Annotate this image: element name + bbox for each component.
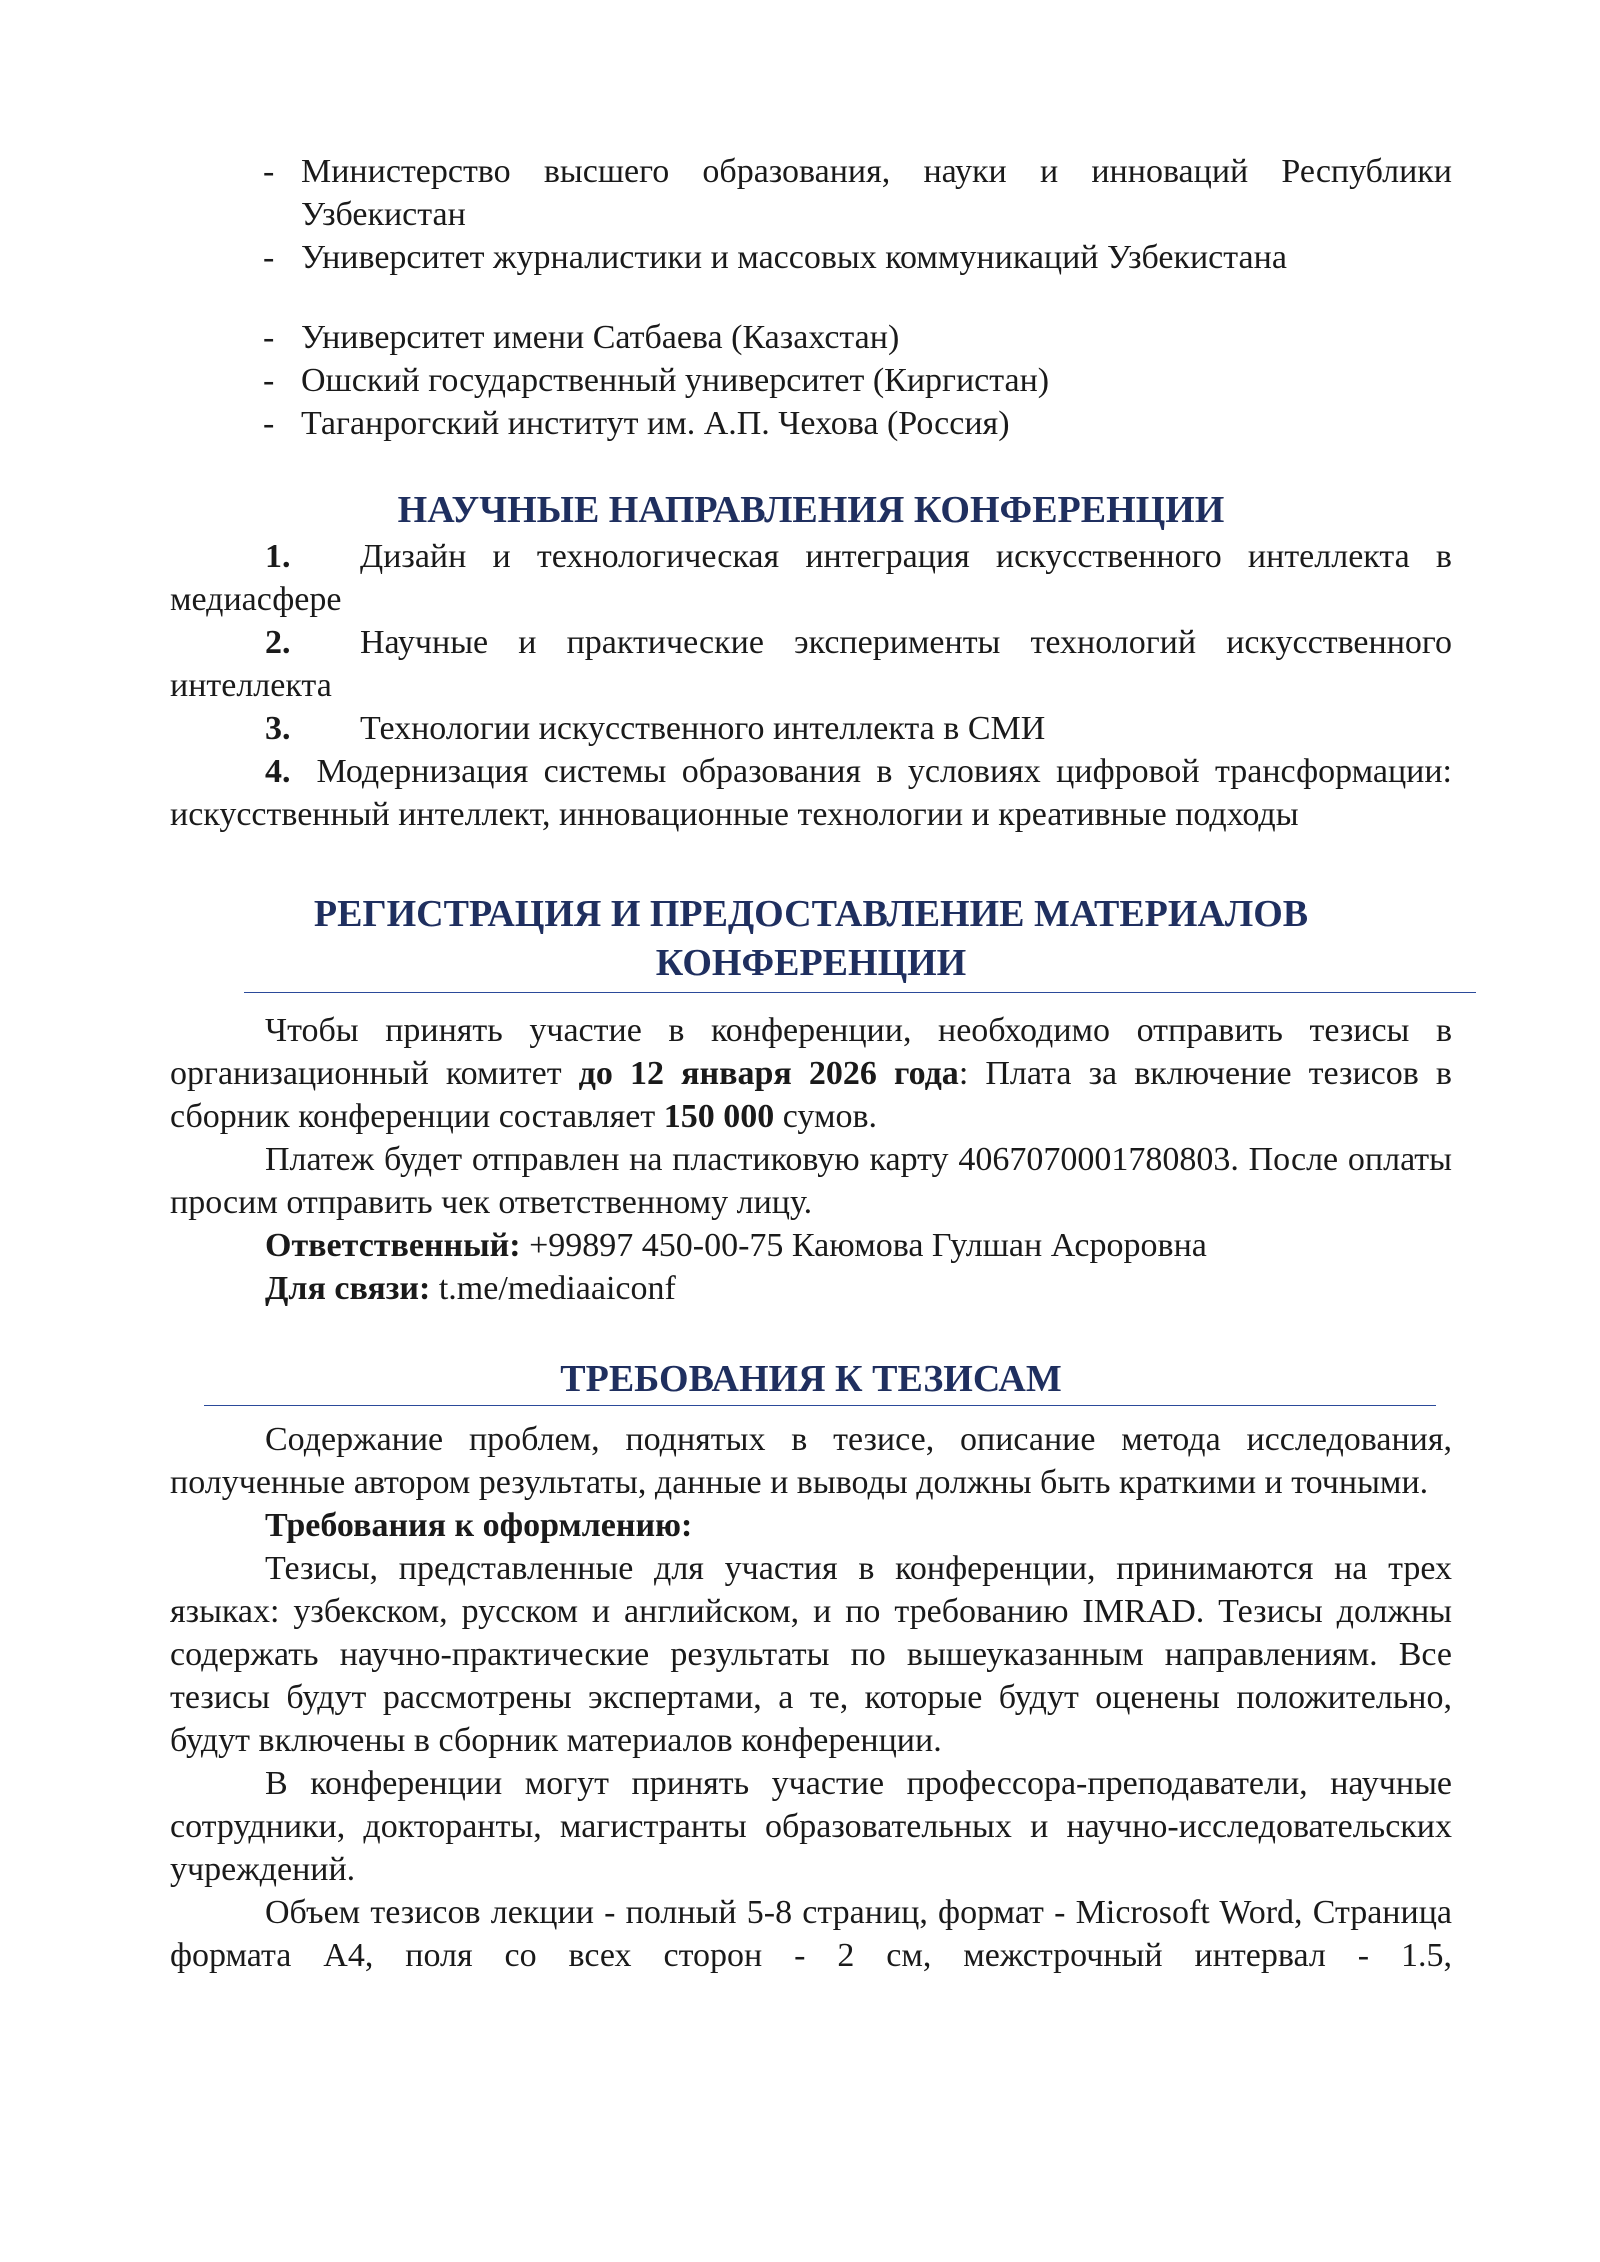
- payment-paragraph: Платеж будет отправлен на пластиковую карту 4067070001780803. После оплаты просим отправить чек ответственному лицу.: [170, 1141, 1452, 1221]
- heading-underline: [244, 992, 1476, 993]
- direction-number: 2.: [265, 624, 291, 661]
- direction-number: 3.: [265, 710, 291, 747]
- bullet-dash: -: [263, 319, 275, 356]
- directions-list: [170, 535, 1452, 836]
- direction-item: 1. Дизайн и технологическая интеграция искусственного интеллекта в медиасфере: [170, 535, 1452, 621]
- format-paragraph: Объем тезисов лекции - полный 5-8 страниц, формат - Microsoft Word, Страница формата А4, поля со всех сторон - 2 см, межстрочный интервал - 1.5,: [170, 1894, 1452, 1974]
- fee-amount: 150 000: [663, 1098, 775, 1135]
- deadline-text: до 12 января 2026 года: [578, 1055, 959, 1092]
- list-item: - Министерство высшего образования, науки и инноваций Республики Узбекистан: [170, 150, 1452, 236]
- responsible-line: Ответственный: +99897 450-00-75 Каюмова Гулшан Асроровна: [265, 1227, 1207, 1264]
- spacer: [170, 279, 1452, 316]
- direction-item: 3. Технологии искусственного интеллекта в СМИ: [170, 707, 1452, 750]
- format-requirements-label: Требования к оформлению:: [265, 1507, 693, 1544]
- list-item: - Таганрогский институт им. А.П. Чехова (Россия): [170, 402, 1452, 445]
- direction-item: 4. Модернизация системы образования в условиях цифровой трансформации: искусственный интеллект, инновационные технологии и креативные подходы: [170, 753, 1452, 833]
- bullet-dash: -: [263, 405, 275, 442]
- page-content: [170, 150, 1452, 1977]
- partner-list-continued: [170, 316, 1452, 445]
- list-item: - Ошский государственный университет (Киргистан): [170, 359, 1452, 402]
- contact-line: Для связи: t.me/mediaaiconf: [265, 1270, 676, 1307]
- directions-heading: НАУЧНЫЕ НАПРАВЛЕНИЯ КОНФЕРЕНЦИИ: [397, 489, 1225, 531]
- bullet-dash: -: [263, 362, 275, 399]
- list-item: - Университет журналистики и массовых коммуникаций Узбекистана: [170, 236, 1452, 279]
- participants-paragraph: В конференции могут принять участие профессора-преподаватели, научные сотрудники, докторанты, магистранты образовательных и научно-исследовательских учреждений.: [170, 1765, 1452, 1888]
- direction-item: 2. Научные и практические эксперименты технологий искусственного интеллекта: [170, 621, 1452, 707]
- requirements-heading: ТРЕБОВАНИЯ К ТЕЗИСАМ: [560, 1358, 1062, 1400]
- bullet-dash: -: [263, 153, 275, 190]
- heading-underline: [204, 1405, 1436, 1406]
- direction-number: 1.: [265, 538, 291, 575]
- requirements-paragraph: Содержание проблем, поднятых в тезисе, описание метода исследования, полученные автором результаты, данные и выводы должны быть краткими и точными.: [170, 1421, 1452, 1501]
- registration-paragraph: Чтобы принять участие в конференции, необходимо отправить тезисы в организационный комитет до 12 января 2026 года: Плата за включение тезисов в сборник конференции составляет 150 000 сумов.: [170, 1012, 1452, 1135]
- contact-link[interactable]: t.me/mediaaiconf: [430, 1270, 676, 1307]
- bullet-dash: -: [263, 239, 275, 276]
- partner-list: [170, 150, 1452, 279]
- direction-number: 4.: [265, 753, 291, 790]
- languages-paragraph: Тезисы, представленные для участия в конференции, принимаются на трех языках: узбекском, русском и английском, и по требованию IMRAD. Тезисы должны содержать научно-практические результаты по вышеуказанным направлениям. Все тезисы будут рассмотрены экспертами, а те, которые будут оценены положительно, будут включены в сборник материалов конференции.: [170, 1550, 1452, 1759]
- registration-heading: РЕГИСТРАЦИЯ И ПРЕДОСТАВЛЕНИЕ МАТЕРИАЛОВ КОНФЕРЕНЦИИ: [313, 893, 1309, 984]
- list-item: - Университет имени Сатбаева (Казахстан): [170, 316, 1452, 359]
